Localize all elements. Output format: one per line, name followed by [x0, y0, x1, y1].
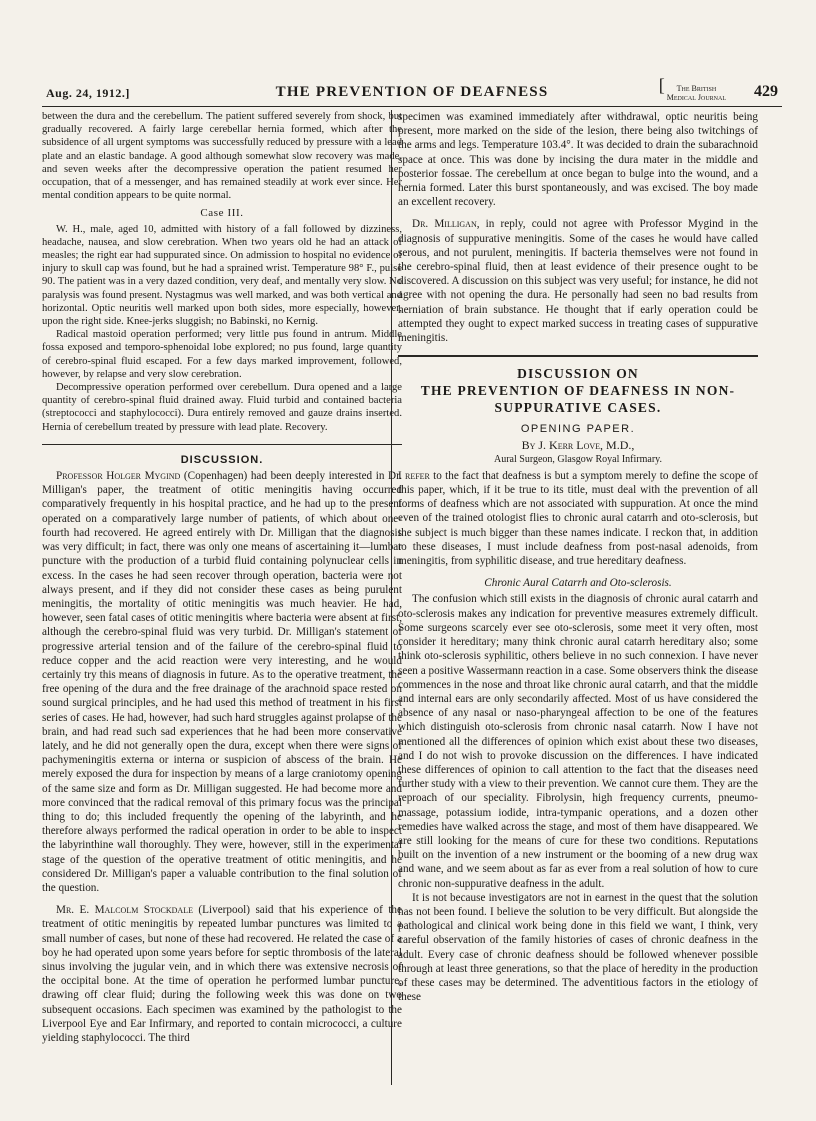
case-iii-heading: Case III.	[200, 207, 244, 220]
paragraph-gap	[398, 209, 758, 217]
intro-paragraph	[398, 469, 758, 568]
mygind-remarks	[42, 469, 402, 895]
mygind-text: (Copenhagen) had been deeply interested in Dr. Milligan's paper, the treatment of otitic meningitis having occurred comparatively frequently in his hospital practice, and he had up to the present operated on a comparatively large number of patients, of which about one-fourth had recovered. He agreed entirely with Dr. Milligan that the diagnosis was very difficult; in fact, there was only one means of ascertaining it—lumbar puncture with the production of a turbid fluid containing polynuclear cells in excess. In the cases he had seen recover through operation, bacteria were not always present, and if they did not consider these cases as being purulent meningitis, the mortality of otitic meningitis was much heavier. He had, however, seen fatal cases of otitic meningitis where bacteria were absent at first, although the cerebro-spinal fluid was very turbid. Dr. Milligan's statement of progressive arterial tension and of the failure of the cerebro-spinal fluid to reduce copper and the acid reaction were very interesting, and he would certainly try this means of diagnosis in future. As to the operative treatment, the free opening of the dura and the free drainage of the arachnoid space rested on sound surgical principles, and he had used this method of treatment in his first series of cases. He had, however, had such hard struggles against prolapse of the brain, and had read such sad experiences that he had been more conservative lately, and he did not generally open the dura, except when there were signs of pachymeningitis externa or interna or suspicion of abscess of the brain. He merely exposed the dura for inspection by means of a large craniotomy opening of the same size and form as Dr. Milligan suggested. He had become more and more convinced that the radical removal of this primary focus was the principal thing to do; this included frequently the opening of the labyrinth, and he therefore always performed the radical operation in order to be able to inspect the labyrinthine wall thoroughly. They were, however, still in the experimental stage of the question of the operative treatment of otitic meningitis, and he considered Dr. Milligan's paper a valuable contribution to the final solution of the question.	[42, 470, 402, 894]
stockdale-name: Mr. E. Malcolm Stockdale	[56, 904, 193, 917]
case-iii-decompression: Decompressive operation performed over cerebellum. Dura opened and a large quantity of cerebro-spinal fluid drained away. Fluid turbid and contained bacteria (streptococci and staphylococci). Dura entirely removed and gauze drains inserted. Hernia of cerebellum treated by pressure with lead plate. Recovery.	[42, 382, 402, 433]
stockdale-continuation: specimen was examined immediately after withdrawal, optic neuritis being present, more marked on the side of the lesion, there being also twitchings of the arms and legs. Temperature 103.4°. It was decided to drain the subarachnoid space at once. This was done by incising the dura mater in the middle and posterior fossae. The cerebellum at once began to bulge into the wound, and a hernia formed. Later this burst spontaneously, and was excised. The boy made an excellent recovery.	[398, 111, 758, 209]
milligan-text: , in reply, could not agree with Professor Mygind in the diagnosis of suppurative meningitis. Some of the cases he would have called serous, and not purulent, meningitis. If bacteria themselves were not found in the cerebro-spinal fluid, then at least evidence of their presence ought to be discovered. A discussion on this subject was very useful; for instance, he did not agree with not opening the dura. He personally had seen no bad results from herniation of brain substance. He thought that if early operation could be attempted they ought to expect marked success in treating cases of suppurative meningitis.	[398, 218, 758, 345]
journal-name	[658, 75, 726, 102]
section-rule	[42, 444, 402, 445]
left-column	[42, 110, 402, 1045]
subsection-heading: Chronic Aural Catarrh and Oto-sclerosis.	[484, 577, 672, 590]
issue-date: Aug. 24, 1912.]	[46, 86, 130, 100]
running-title: THE PREVENTION OF DEAFNESS	[275, 84, 549, 100]
article-title	[398, 365, 758, 416]
author-byline: By J. Kerr Love, M.D.,	[521, 438, 635, 453]
catarrh-paragraph-1: The confusion which still exists in the diagnosis of chronic aural catarrh and oto-sclerosis makes any indication for preventive measures extremely difficult. Some surgeons scarcely ever see oto-sclerosis, some meet it very often, most consider it hereditary; many think chronic aural catarrh hereditary also; some think oto-sclerosis syphilitic, others believe in no such connexion. I have never seen a positive Wassermann reaction in a case. Some observers think the disease commences in the nose and throat like chronic aural catarrh, and that the middle and internal ears are only secondarily affected. Most of us have considered the absence of any nasal or naso-pharyngeal affection to be one of the features which distinguish oto-sclerosis from chronic nasal catarrh. Now I have not mentioned all the differences of opinion which exist about these two diseases, and I do not wish to provoke discussion on the differences. I have indicated these differences of opinion to call attention to the fact that the diseases need further study with a view to their prevention. We cannot cure them. They are the reproach of our speciality. Fibrolysin, high frequency currents, pneumo-massage, potassium iodide, intra-tympanic operations, and a dozen other remedies have walked across the stage, and most of them have disappeared. We are still looking for the means of cure for these two conditions. Reputations built on the invention of a new instrument or the booming of a new drug wax and wane, and we seem about as far as ever from a real solution of how to cure chronic non-suppurative deafness in the adult.	[398, 593, 758, 890]
case-ii-ending: between the dura and the cerebellum. The patient suffered severely from shock, but gradually recovered. A fairly large cerebellar hernia formed, which after the subsidence of all urgent symptoms was successfully reduced by pressure with a lead plate and an elastic bandage. A good although somewhat slow recovery was made, and seven weeks after the decompressive operation the patient resumed her occupation, that of a messenger, and has remained steadily at work ever since. Her mental condition appears to be quite normal.	[42, 111, 402, 202]
milligan-reply	[398, 217, 758, 345]
intro-text: to the fact that deafness is but a symptom merely to define the scope of this paper, which, if it be true to its title, must deal with the prevention of all forms of deafness which are not associated with suppuration. At once the mind even of the trained otologist flies to chronic aural catarrh and oto-sclerosis, but the subject is much bigger than these names indicate. I reckon that, in addition to these diseases, I must include deafness from post-nasal adenoids, from meningitis, from syphilitic disease, and true hereditary deafness.	[398, 469, 758, 568]
milligan-name: Dr. Milligan	[412, 218, 477, 231]
right-column	[398, 110, 758, 1004]
article-title-line1: DISCUSSION ON	[517, 366, 639, 382]
stockdale-remarks	[42, 903, 402, 1045]
brace-glyph: [	[658, 75, 665, 95]
page-header	[42, 75, 782, 107]
case-iii-history: W. H., male, aged 10, admitted with history of a fall followed by dizziness, headache, nausea, and slow cerebration. When two years old he had an attack of measles; the right ear had suppurated since. On admission to hospital no evidence of injury to skull cap was found, but he had a sprained wrist. Temperature 98° F., pulse 90. The patient was in a very dazed condition, very deaf, and mentally very slow. No paralysis was found present. Nystagmus was well marked, and was both vertical and horizontal. Optic neuritis well marked upon both sides, more especially, however, upon the right side. Knee-jerks sluggish; no Babinski, no Kernig.	[42, 223, 402, 328]
intro-lead: I refer	[398, 469, 430, 482]
catarrh-paragraph-2: It is not because investigators are not in earnest in the quest that the solution has not been found. I believe the solution to be very difficult. But alongside the pathological and clinical work being done in this field we want, I think, very careful observation of the family histories of cases of chronic deafness in the adult. Every case of chronic deafness should be followed whenever possible through at least three generations, so that the place of heredity in the production of these cases may be determined. The adventitious factors in the etiology of these	[398, 891, 758, 1004]
article-rule	[398, 355, 758, 357]
mygind-name: Professor Holger Mygind	[56, 470, 181, 483]
article-title-line2: THE PREVENTION OF DEAFNESS IN NON-SUPPURATIVE CASES.	[420, 383, 736, 416]
journal-name-top: The British	[676, 84, 717, 93]
opening-paper-heading: OPENING PAPER.	[520, 423, 636, 436]
page-number: 429	[754, 83, 778, 100]
stockdale-text: (Liverpool) said that his experience of the treatment of otitic meningitis by repeated lumbar punctures was limited to a small number of cases, but none of these had recovered. He related the case of a boy he had operated upon some years before for septic thrombosis of the lateral sinus involving the jugular vein, and in which there was extensive necrosis of the occipital bone. At the time of operation he performed lumbar puncture, drawing off clear fluid; during the following week this was done on two subsequent occasions. Each specimen was examined by the pathologist to the Liverpool Eye and Ear Infirmary, and reported to contain micrococci, a culture yielding staphylococci. The third	[42, 904, 402, 1044]
case-iii-mastoid-operation: Radical mastoid operation performed; very little pus found in antrum. Middle fossa exposed and temporo-sphenoidal lobe explored; no pus found, large quantity of cerebro-spinal fluid escaped. For a few days marked improvement, followed, however, by relapse and very slow cerebration.	[42, 329, 402, 380]
paragraph-gap	[42, 895, 402, 903]
journal-name-bottom: Medical Journal	[666, 93, 726, 102]
author-affiliation: Aural Surgeon, Glasgow Royal Infirmary.	[493, 453, 663, 465]
discussion-heading: DISCUSSION.	[180, 453, 264, 466]
